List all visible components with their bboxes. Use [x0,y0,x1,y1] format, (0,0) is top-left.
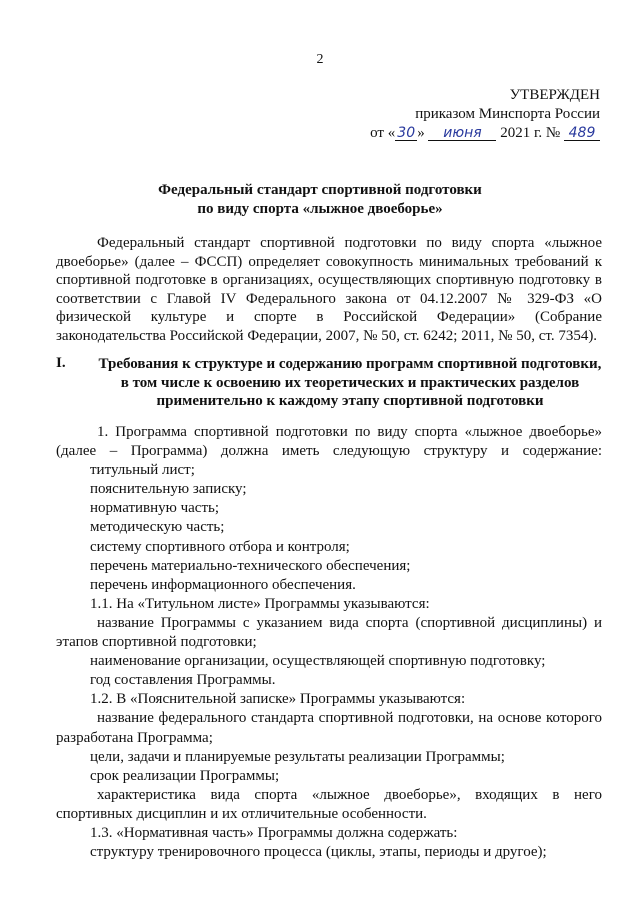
approval-block [300,86,600,143]
paragraph-1-2-c: срок реализации Программы; [90,767,280,784]
paragraph-1-3-a: структуру тренировочного процесса (циклы, этапы, периоды и другое); [90,844,547,861]
approval-date-line [300,124,600,143]
list-item: систему спортивного отбора и контроля; [90,538,350,555]
paragraph-1-2-d: характеристика вида спорта «лыжное двоеборье», входящих в него спортивных дисциплин и их отличительные особенности. [56,786,602,822]
document-title [40,181,600,219]
date-day-close: » [417,125,425,141]
list-item: титульный лист; [90,462,195,479]
paragraph-1-1-a: название Программы с указанием вида спорта (спортивной дисциплины) и этапов спортивной подготовки; [56,614,602,651]
paragraph-1-2-b: цели, задачи и планируемые результаты реализации Программы; [90,748,505,765]
date-year: 2021 г. № [500,125,561,141]
page-number: 2 [316,52,324,67]
paragraph-1-1: 1.1. На «Титульном листе» Программы указываются: [90,595,430,612]
approval-heading: УТВЕРЖДЕН [509,87,600,103]
list-item: перечень информационного обеспечения. [90,576,356,593]
handwritten-day: 30 [395,126,417,141]
date-prefix: от « [370,125,396,141]
list-item: перечень материально-технического обеспечения; [90,557,411,574]
document-body [56,423,602,862]
paragraph-1-2: 1.2. В «Пояснительной записке» Программы указываются: [90,691,466,708]
paragraph-1-2-a: название федерального стандарта спортивной подготовки, на основе которого разработана Программа; [56,710,602,746]
paragraph-1: 1. Программа спортивной подготовки по виду спорта «лыжное двоеборье» (далее – Программа) должна иметь следующую структуру и содержание: [56,424,602,460]
section-title: Требования к структуре и содержанию программ спортивной подготовки, в том числе к освоению их теоретических и практических разделов применительно к каждому этапу спортивной подготовки [98,356,602,409]
list-item: пояснительную записку; [90,481,247,498]
list-item: нормативную часть; [90,500,220,517]
handwritten-month: июня [428,126,496,141]
handwritten-order-number: 489 [564,126,600,141]
paragraph-1-1-b: наименование организации, осуществляющей спортивную подготовку; [90,653,546,670]
intro-paragraph: Федеральный стандарт спортивной подготовки по виду спорта «лыжное двоеборье» (далее – ФССП) определяет совокупность минимальных требований к спортивной подготовке в организациях, осуществляющих спортивную подготовку в соответствии с Главой IV Федерального закона от 04.12.2007 № 329-ФЗ «О физической культуре и спорте в Российской Федерации» (Собрание законодательства Российской Федерации, 2007, № 50, ст. 6242; 2011, № 50, ст. 7354). [56,235,602,344]
paragraph-1-3: 1.3. «Нормативная часть» Программы должна содержать: [90,824,458,841]
title-line-1: Федеральный стандарт спортивной подготовки [158,182,482,198]
approval-order: приказом Минспорта России [415,106,600,122]
section-number: I. [56,355,66,371]
title-line-2: по виду спорта «лыжное двоеборье» [197,201,443,217]
paragraph-1-1-c: год составления Программы. [90,672,276,689]
list-item: методическую часть; [90,519,225,536]
